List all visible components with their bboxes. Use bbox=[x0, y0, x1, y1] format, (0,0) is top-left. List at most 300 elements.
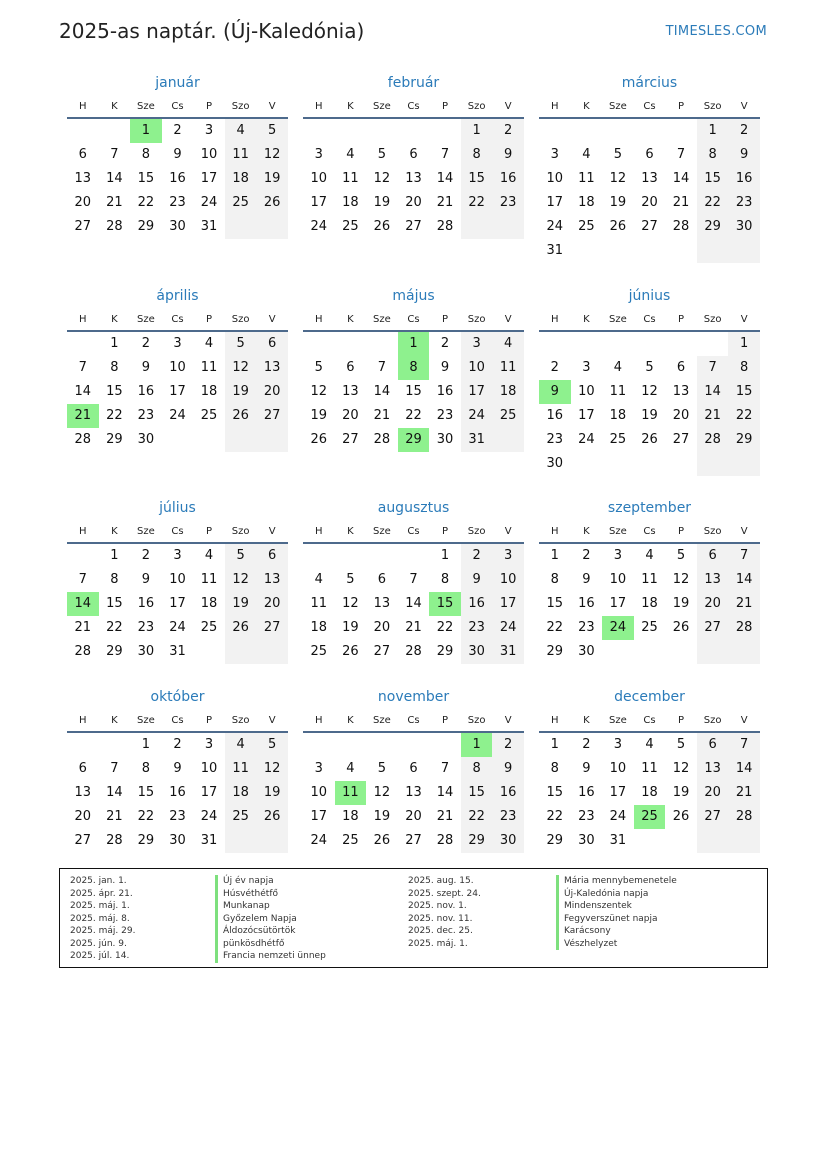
month-name: október bbox=[150, 689, 205, 705]
day-cell: 11 bbox=[578, 171, 595, 186]
day-cell: 6 bbox=[409, 761, 418, 776]
month-name: július bbox=[159, 500, 196, 516]
weekday-label: V bbox=[740, 314, 748, 325]
holiday-names-right bbox=[556, 875, 677, 950]
week-row bbox=[539, 568, 760, 592]
weekday-label: Sze bbox=[137, 715, 155, 726]
day-cell: 27 bbox=[74, 219, 92, 234]
holiday-name: Húsvéthétfő bbox=[215, 888, 326, 901]
empty-cell bbox=[99, 733, 131, 757]
day-cell: 17 bbox=[200, 785, 218, 800]
empty-cell bbox=[602, 640, 634, 664]
month-name: június bbox=[628, 288, 671, 304]
weekday-label: H bbox=[79, 526, 87, 537]
week-row bbox=[539, 640, 760, 664]
day-cell: 23 bbox=[137, 620, 155, 635]
day-cell: 1 bbox=[550, 548, 559, 563]
empty-cell bbox=[634, 640, 666, 664]
weekday-label: V bbox=[740, 101, 748, 112]
day-cell: 23 bbox=[461, 616, 493, 640]
day-cell: 7 bbox=[78, 360, 87, 375]
day-cell: 10 bbox=[310, 171, 328, 186]
day-cell: 13 bbox=[256, 356, 288, 380]
day-cell: 1 bbox=[110, 548, 119, 563]
day-cell: 2 bbox=[492, 119, 524, 143]
day-cell: 28 bbox=[405, 644, 422, 659]
day-cell: 1 bbox=[110, 336, 119, 351]
day-cell: 15 bbox=[546, 596, 564, 611]
day-cell: 19 bbox=[225, 380, 257, 404]
empty-cell bbox=[665, 640, 697, 664]
day-cell: 25 bbox=[578, 219, 595, 234]
day-cell: 22 bbox=[436, 620, 454, 635]
day-cell: 22 bbox=[546, 620, 564, 635]
weekday-label: Szo bbox=[467, 101, 486, 112]
day-cell: 21 bbox=[436, 809, 454, 824]
empty-cell bbox=[571, 332, 603, 356]
day-cell: 26 bbox=[342, 644, 359, 659]
weekday-header bbox=[539, 98, 760, 116]
day-cell: 4 bbox=[492, 332, 524, 356]
day-cell: 19 bbox=[310, 408, 328, 423]
day-cell: 14 bbox=[106, 785, 123, 800]
day-cell: 24 bbox=[578, 432, 595, 447]
day-cell: 30 bbox=[492, 829, 524, 853]
day-cell: 2 bbox=[141, 336, 151, 351]
day-cell: 12 bbox=[310, 384, 328, 399]
day-cell: 7 bbox=[728, 544, 760, 568]
day-cell: 18 bbox=[225, 781, 257, 805]
day-cell: 19 bbox=[342, 620, 359, 635]
day-cell: 27 bbox=[697, 805, 729, 829]
holiday-date: 2025. jún. 9. bbox=[70, 938, 127, 949]
month-name: február bbox=[387, 75, 440, 91]
weekday-label: Cs bbox=[407, 526, 420, 537]
day-cell: 4 bbox=[204, 336, 214, 351]
holiday-names-left bbox=[215, 875, 326, 963]
week-row bbox=[303, 592, 524, 616]
week-row bbox=[67, 805, 288, 829]
empty-cell bbox=[728, 640, 760, 664]
week-row bbox=[67, 215, 288, 239]
day-cell: 21 bbox=[728, 592, 760, 616]
weekday-label: K bbox=[583, 526, 590, 537]
week-row bbox=[67, 640, 288, 664]
day-cell: 11 bbox=[641, 761, 658, 776]
empty-cell bbox=[335, 733, 367, 757]
week-row bbox=[67, 757, 288, 781]
empty-cell bbox=[697, 640, 729, 664]
weekday-label: V bbox=[268, 526, 276, 537]
empty-cell bbox=[571, 452, 603, 476]
day-cell: 15 bbox=[106, 596, 123, 611]
day-cell: 18 bbox=[225, 167, 257, 191]
month-name: május bbox=[392, 288, 435, 304]
day-cell: 5 bbox=[613, 147, 623, 162]
day-cell: 26 bbox=[373, 219, 391, 234]
weekday-label: K bbox=[583, 314, 590, 325]
week-row bbox=[303, 404, 524, 428]
day-cell: 8 bbox=[440, 572, 450, 587]
day-cell: 19 bbox=[609, 195, 627, 210]
day-cell: 2 bbox=[461, 544, 493, 568]
holiday-name: Mindenszentek bbox=[556, 900, 677, 913]
day-cell: 12 bbox=[256, 757, 288, 781]
day-cell: 15 bbox=[728, 380, 760, 404]
empty-cell bbox=[398, 544, 430, 568]
day-cell: 29 bbox=[106, 432, 123, 447]
empty-cell bbox=[697, 239, 729, 263]
day-cell: 22 bbox=[405, 408, 422, 423]
day-cell: 6 bbox=[256, 332, 288, 356]
weekday-label: Cs bbox=[171, 314, 184, 325]
day-cell: 16 bbox=[169, 171, 186, 186]
weekday-label: K bbox=[111, 101, 118, 112]
day-cell: 2 bbox=[141, 548, 151, 563]
weekday-label: Szo bbox=[467, 526, 486, 537]
week-row bbox=[539, 239, 760, 263]
day-cell: 3 bbox=[173, 336, 182, 351]
holiday-name: pünkösdhétfő bbox=[215, 938, 326, 951]
day-cell: 20 bbox=[342, 408, 359, 423]
empty-cell bbox=[728, 829, 760, 853]
day-cell: 21 bbox=[672, 195, 690, 210]
day-cell: 16 bbox=[436, 384, 454, 399]
empty-cell bbox=[728, 239, 760, 263]
day-cell: 8 bbox=[141, 147, 151, 162]
day-cell: 28 bbox=[74, 432, 92, 447]
day-cell: 19 bbox=[672, 596, 690, 611]
week-row bbox=[67, 592, 288, 616]
week-row bbox=[303, 568, 524, 592]
weekday-label: Cs bbox=[643, 526, 656, 537]
week-row bbox=[539, 829, 760, 853]
month-3 bbox=[67, 287, 288, 452]
weekday-label: K bbox=[347, 526, 354, 537]
day-cell: 18 bbox=[200, 596, 218, 611]
weekday-label: P bbox=[206, 101, 213, 112]
day-cell: 21 bbox=[436, 195, 454, 210]
day-cell: 29 bbox=[137, 833, 155, 848]
week-row bbox=[303, 215, 524, 239]
weekday-label: Sze bbox=[373, 526, 391, 537]
week-row bbox=[303, 733, 524, 757]
day-cell: 15 bbox=[106, 384, 123, 399]
holiday-day-cell: 1 bbox=[130, 119, 162, 143]
day-cell: 22 bbox=[137, 809, 155, 824]
day-cell: 27 bbox=[256, 404, 288, 428]
empty-cell bbox=[256, 428, 288, 452]
holiday-date: 2025. máj. 1. bbox=[70, 901, 130, 911]
day-cell: 1 bbox=[728, 332, 760, 356]
day-cell: 14 bbox=[106, 171, 123, 186]
day-cell: 20 bbox=[74, 809, 92, 824]
day-cell: 28 bbox=[106, 833, 123, 848]
week-row bbox=[539, 544, 760, 568]
day-cell: 23 bbox=[436, 408, 454, 423]
holiday-date: 2025. máj. 8. bbox=[70, 913, 130, 924]
weekday-label: Cs bbox=[171, 715, 184, 726]
day-cell: 13 bbox=[697, 568, 729, 592]
day-cell: 17 bbox=[461, 380, 493, 404]
weekday-label: Szo bbox=[467, 715, 486, 726]
weekday-label: H bbox=[315, 101, 323, 112]
holiday-dates-left bbox=[70, 875, 135, 963]
day-cell: 5 bbox=[256, 119, 288, 143]
day-cell: 18 bbox=[342, 195, 359, 210]
day-cell: 24 bbox=[310, 833, 328, 848]
weekday-header bbox=[67, 311, 288, 329]
day-cell: 11 bbox=[225, 143, 257, 167]
empty-cell bbox=[429, 119, 461, 143]
day-cell: 20 bbox=[256, 592, 288, 616]
month-name: december bbox=[614, 689, 685, 705]
week-row bbox=[67, 143, 288, 167]
day-cell: 30 bbox=[137, 644, 155, 659]
empty-cell bbox=[225, 215, 257, 239]
day-cell: 17 bbox=[200, 171, 218, 186]
day-cell: 8 bbox=[550, 761, 559, 776]
day-cell: 12 bbox=[672, 761, 690, 776]
empty-cell bbox=[634, 119, 666, 143]
day-cell: 10 bbox=[578, 384, 595, 399]
empty-cell bbox=[697, 332, 729, 356]
day-cell: 27 bbox=[342, 432, 359, 447]
day-cell: 26 bbox=[310, 432, 328, 447]
day-cell: 8 bbox=[461, 143, 493, 167]
empty-cell bbox=[571, 119, 603, 143]
day-cell: 9 bbox=[582, 761, 591, 776]
week-row bbox=[539, 167, 760, 191]
day-cell: 3 bbox=[461, 332, 493, 356]
day-cell: 21 bbox=[74, 620, 92, 635]
day-cell: 8 bbox=[110, 360, 119, 375]
day-cell: 8 bbox=[550, 572, 559, 587]
day-cell: 9 bbox=[492, 757, 524, 781]
day-cell: 9 bbox=[141, 360, 151, 375]
day-cell: 23 bbox=[137, 408, 155, 423]
week-row bbox=[303, 191, 524, 215]
weekday-header bbox=[303, 311, 524, 329]
day-cell: 21 bbox=[697, 404, 729, 428]
day-cell: 3 bbox=[550, 147, 559, 162]
day-cell: 6 bbox=[697, 544, 729, 568]
day-cell: 3 bbox=[613, 737, 623, 752]
weekday-label: Cs bbox=[407, 101, 420, 112]
weekday-label: Cs bbox=[407, 715, 420, 726]
day-cell: 29 bbox=[546, 644, 564, 659]
day-cell: 3 bbox=[173, 548, 182, 563]
month-5 bbox=[539, 287, 760, 476]
day-cell: 3 bbox=[314, 761, 323, 776]
day-cell: 6 bbox=[78, 147, 87, 162]
day-cell: 25 bbox=[641, 620, 658, 635]
weekday-label: V bbox=[504, 715, 512, 726]
day-cell: 23 bbox=[492, 805, 524, 829]
month-name: szeptember bbox=[607, 500, 692, 516]
day-cell: 14 bbox=[672, 171, 690, 186]
day-cell: 23 bbox=[728, 191, 760, 215]
day-cell: 25 bbox=[225, 191, 257, 215]
day-cell: 19 bbox=[256, 781, 288, 805]
day-cell: 10 bbox=[609, 572, 627, 587]
empty-cell bbox=[303, 119, 335, 143]
day-cell: 24 bbox=[169, 408, 186, 423]
weekday-label: Szo bbox=[703, 526, 722, 537]
week-row bbox=[67, 191, 288, 215]
day-cell: 14 bbox=[74, 384, 92, 399]
day-cell: 24 bbox=[310, 219, 328, 234]
brand-link[interactable]: TIMESLES.COM bbox=[665, 24, 767, 39]
holiday-name: Munkanap bbox=[215, 900, 326, 913]
week-row bbox=[67, 568, 288, 592]
day-cell: 17 bbox=[169, 384, 186, 399]
day-cell: 8 bbox=[141, 761, 151, 776]
day-cell: 12 bbox=[373, 785, 391, 800]
week-row bbox=[303, 640, 524, 664]
day-cell: 30 bbox=[137, 432, 155, 447]
day-cell: 20 bbox=[697, 781, 729, 805]
empty-cell bbox=[366, 733, 398, 757]
day-cell: 2 bbox=[492, 733, 524, 757]
empty-cell bbox=[492, 428, 524, 452]
day-cell: 31 bbox=[169, 644, 186, 659]
week-row bbox=[67, 332, 288, 356]
day-cell: 7 bbox=[676, 147, 686, 162]
empty-cell bbox=[665, 119, 697, 143]
day-cell: 9 bbox=[440, 360, 450, 375]
day-cell: 17 bbox=[310, 195, 328, 210]
day-cell: 27 bbox=[373, 644, 391, 659]
empty-cell bbox=[697, 452, 729, 476]
day-cell: 4 bbox=[645, 548, 654, 563]
empty-cell bbox=[366, 119, 398, 143]
day-cell: 25 bbox=[492, 404, 524, 428]
day-cell: 17 bbox=[492, 592, 524, 616]
empty-cell bbox=[193, 640, 225, 664]
month-9 bbox=[67, 688, 288, 853]
day-cell: 15 bbox=[461, 781, 493, 805]
day-cell: 10 bbox=[546, 171, 564, 186]
day-cell: 11 bbox=[641, 572, 658, 587]
weekday-label: P bbox=[206, 715, 213, 726]
day-cell: 27 bbox=[405, 219, 422, 234]
day-cell: 11 bbox=[225, 757, 257, 781]
day-cell: 9 bbox=[173, 147, 182, 162]
month-8 bbox=[539, 499, 760, 664]
empty-cell bbox=[697, 829, 729, 853]
day-cell: 7 bbox=[377, 360, 387, 375]
day-cell: 16 bbox=[578, 596, 595, 611]
holiday-date: 2025. máj. 1. bbox=[408, 938, 468, 949]
day-cell: 27 bbox=[697, 616, 729, 640]
day-cell: 9 bbox=[141, 572, 151, 587]
day-cell: 18 bbox=[609, 408, 627, 423]
day-cell: 14 bbox=[728, 757, 760, 781]
weekday-label: V bbox=[740, 526, 748, 537]
month-name: november bbox=[377, 689, 450, 705]
day-cell: 21 bbox=[106, 195, 123, 210]
day-cell: 31 bbox=[461, 428, 493, 452]
empty-cell bbox=[602, 332, 634, 356]
empty-cell bbox=[99, 119, 131, 143]
holiday-name: Vészhelyzet bbox=[556, 938, 677, 951]
week-row bbox=[67, 829, 288, 853]
holiday-dates-right bbox=[408, 875, 481, 950]
day-cell: 16 bbox=[169, 785, 186, 800]
day-cell: 20 bbox=[697, 592, 729, 616]
day-cell: 15 bbox=[461, 167, 493, 191]
month-1 bbox=[303, 74, 524, 239]
day-cell: 8 bbox=[461, 757, 493, 781]
day-cell: 19 bbox=[373, 195, 391, 210]
week-row bbox=[539, 332, 760, 356]
day-cell: 22 bbox=[106, 408, 123, 423]
day-cell: 31 bbox=[200, 219, 218, 234]
holiday-day-cell: 9 bbox=[539, 380, 571, 404]
day-cell: 10 bbox=[310, 785, 328, 800]
day-cell: 9 bbox=[582, 572, 591, 587]
weekday-label: Cs bbox=[643, 101, 656, 112]
day-cell: 2 bbox=[582, 737, 591, 752]
weekday-header bbox=[303, 523, 524, 541]
day-cell: 16 bbox=[728, 167, 760, 191]
month-11 bbox=[539, 688, 760, 853]
day-cell: 20 bbox=[405, 809, 422, 824]
day-cell: 24 bbox=[200, 195, 218, 210]
empty-cell bbox=[665, 829, 697, 853]
day-cell: 24 bbox=[492, 616, 524, 640]
day-cell: 25 bbox=[200, 408, 218, 423]
holiday-date: 2025. aug. 15. bbox=[408, 876, 474, 886]
holiday-day-cell: 1 bbox=[398, 332, 430, 356]
day-cell: 17 bbox=[169, 596, 186, 611]
empty-cell bbox=[335, 544, 367, 568]
day-cell: 26 bbox=[256, 805, 288, 829]
day-cell: 13 bbox=[373, 596, 391, 611]
day-cell: 28 bbox=[697, 428, 729, 452]
week-row bbox=[539, 733, 760, 757]
day-cell: 15 bbox=[546, 785, 564, 800]
empty-cell bbox=[602, 452, 634, 476]
day-cell: 21 bbox=[728, 781, 760, 805]
day-cell: 3 bbox=[204, 737, 214, 752]
weekday-label: V bbox=[504, 101, 512, 112]
weekday-label: P bbox=[442, 314, 449, 325]
day-cell: 12 bbox=[225, 568, 257, 592]
weekday-label: Sze bbox=[373, 314, 391, 325]
day-cell: 27 bbox=[256, 616, 288, 640]
day-cell: 17 bbox=[609, 785, 627, 800]
week-row bbox=[303, 356, 524, 380]
day-cell: 30 bbox=[169, 219, 186, 234]
week-row bbox=[539, 781, 760, 805]
empty-cell bbox=[398, 733, 430, 757]
weekday-label: Sze bbox=[137, 314, 155, 325]
weekday-label: K bbox=[347, 715, 354, 726]
weekday-label: Szo bbox=[231, 715, 250, 726]
week-row bbox=[303, 143, 524, 167]
holiday-name: Győzelem Napja bbox=[215, 913, 326, 926]
day-cell: 13 bbox=[641, 171, 658, 186]
weekday-label: H bbox=[551, 715, 559, 726]
empty-cell bbox=[67, 733, 99, 757]
day-cell: 9 bbox=[492, 143, 524, 167]
day-cell: 31 bbox=[200, 833, 218, 848]
day-cell: 7 bbox=[440, 761, 450, 776]
day-cell: 3 bbox=[613, 548, 623, 563]
week-row bbox=[539, 404, 760, 428]
